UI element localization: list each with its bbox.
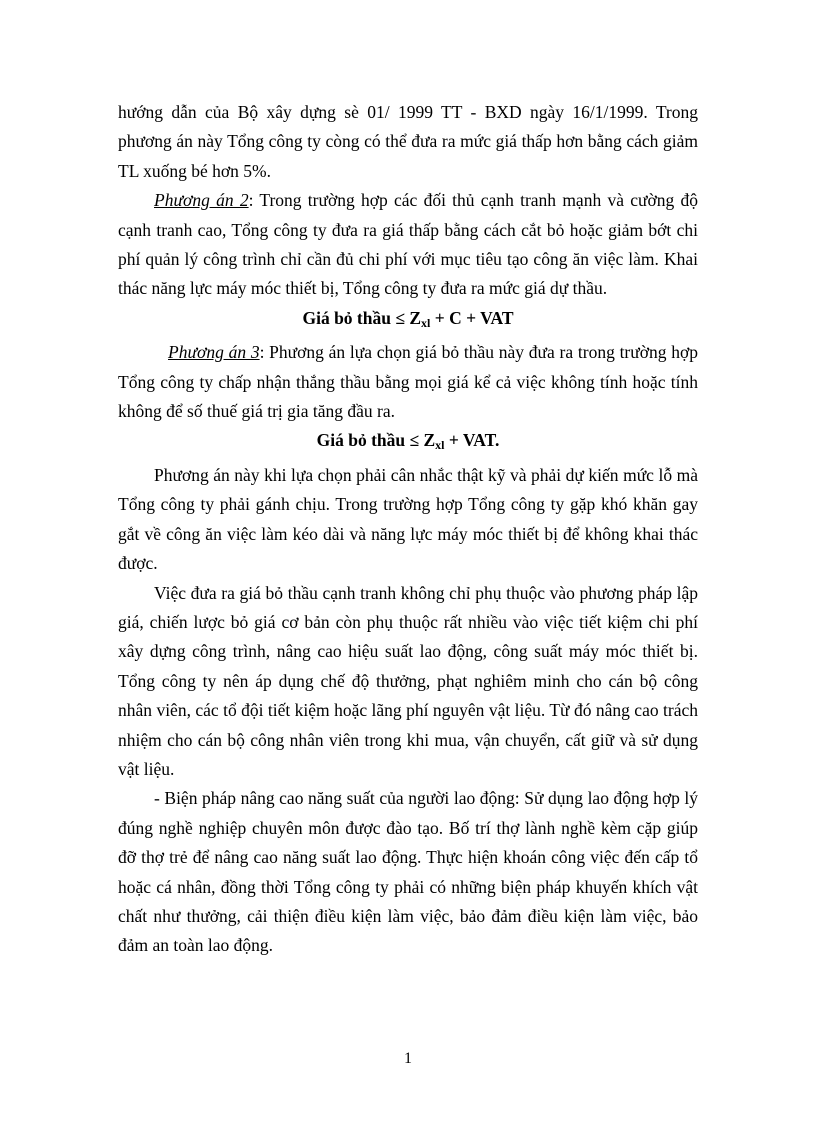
formula-2-left: Giá bỏ thầu ≤ Z bbox=[316, 430, 436, 451]
paragraph-option-3-note: Phương án này khi lựa chọn phải cân nhắc thật kỹ và phải dự kiến mức lỗ mà Tổng công ty phải gánh chịu. Trong trường hợp Tổng công ty gặp khó khăn gay gắt về công ăn việc làm kéo dài và năng lực máy móc thiết bị để không khai thác được. bbox=[118, 464, 698, 574]
paragraph-labor-productivity: - Biện pháp nâng cao năng suất của người lao động: Sử dụng lao động hợp lý đúng nghề nghiệp chuyên môn được đào tạo. Bố trí thợ lành nghề kèm cặp giúp đỡ thợ trẻ để nâng cao năng suất lao động. Thực hiện khoán công việc đến cấp tổ hoặc cá nhân, đồng thời Tổng công ty phải có những biện pháp khuyến khích vật chất như thưởng, cải thiện điều kiện làm việc, bảo đảm điều kiện làm việc, bảo đảm an toàn lao động. bbox=[118, 788, 698, 956]
paragraph-option-2 bbox=[118, 186, 698, 304]
paragraph-cost-saving: Việc đưa ra giá bỏ thầu cạnh tranh không chỉ phụ thuộc vào phương pháp lập giá, chiến lược bỏ giá cơ bản còn phụ thuộc rất nhiều vào việc tiết kiệm chi phí xây dựng công trình, nâng cao hiệu suất lao động, công suất máy móc thiết bị. Tổng công ty nên áp dụng chế độ thưởng, phạt nghiêm minh cho cán bộ công nhân viên, các tổ đội tiết kiệm hoặc lãng phí nguyên vật liệu. Từ đó nâng cao trách nhiệm cho cán bộ công nhân viên trong khi mua, vận chuyển, cất giữ và sử dụng vật liệu. bbox=[118, 582, 698, 779]
formula-option-3 bbox=[118, 426, 698, 460]
formula-1-right: + C + VAT bbox=[430, 307, 514, 328]
option-3-label: Phương án 3 bbox=[168, 342, 260, 363]
option-2-text: : Trong trường hợp các đối thủ cạnh tranh mạnh và cường độ cạnh tranh cao, Tổng công ty đưa ra giá thấp bằng cách cắt bỏ hoặc giảm bớt chi phí quản lý công trình chỉ cần đủ chi phí với mục tiêu tạo công ăn việc làm. Khai thác năng lực máy móc thiết bị, Tổng công ty đưa ra mức giá dự thầu. bbox=[118, 190, 698, 299]
option-2-label: Phương án 2 bbox=[154, 190, 249, 211]
formula-2-right: + VAT. bbox=[444, 430, 500, 451]
page-content bbox=[118, 98, 698, 961]
paragraph-continuation: hướng dẫn của Bộ xây dựng sè 01/ 1999 TT - BXD ngày 16/1/1999. Trong phương án này Tổng công ty còng có thể đưa ra mức giá thấp hơn bằng cách giảm TL xuống bé hơn 5%. bbox=[118, 102, 698, 181]
paragraph-option-3 bbox=[118, 338, 698, 426]
formula-1-subscript: xl bbox=[421, 315, 431, 330]
option-3-text: : Phương án lựa chọn giá bỏ thầu này đưa ra trong trường hợp Tổng công ty chấp nhận thắng thầu bằng mọi giá kể cả việc không tính hoặc tính không để số thuế giá trị gia tăng đầu ra. bbox=[118, 342, 699, 422]
formula-option-2 bbox=[118, 304, 698, 338]
page-number: 1 bbox=[404, 1050, 412, 1067]
formula-2-subscript: xl bbox=[435, 438, 445, 453]
formula-1-left: Giá bỏ thầu ≤ Z bbox=[302, 307, 421, 328]
